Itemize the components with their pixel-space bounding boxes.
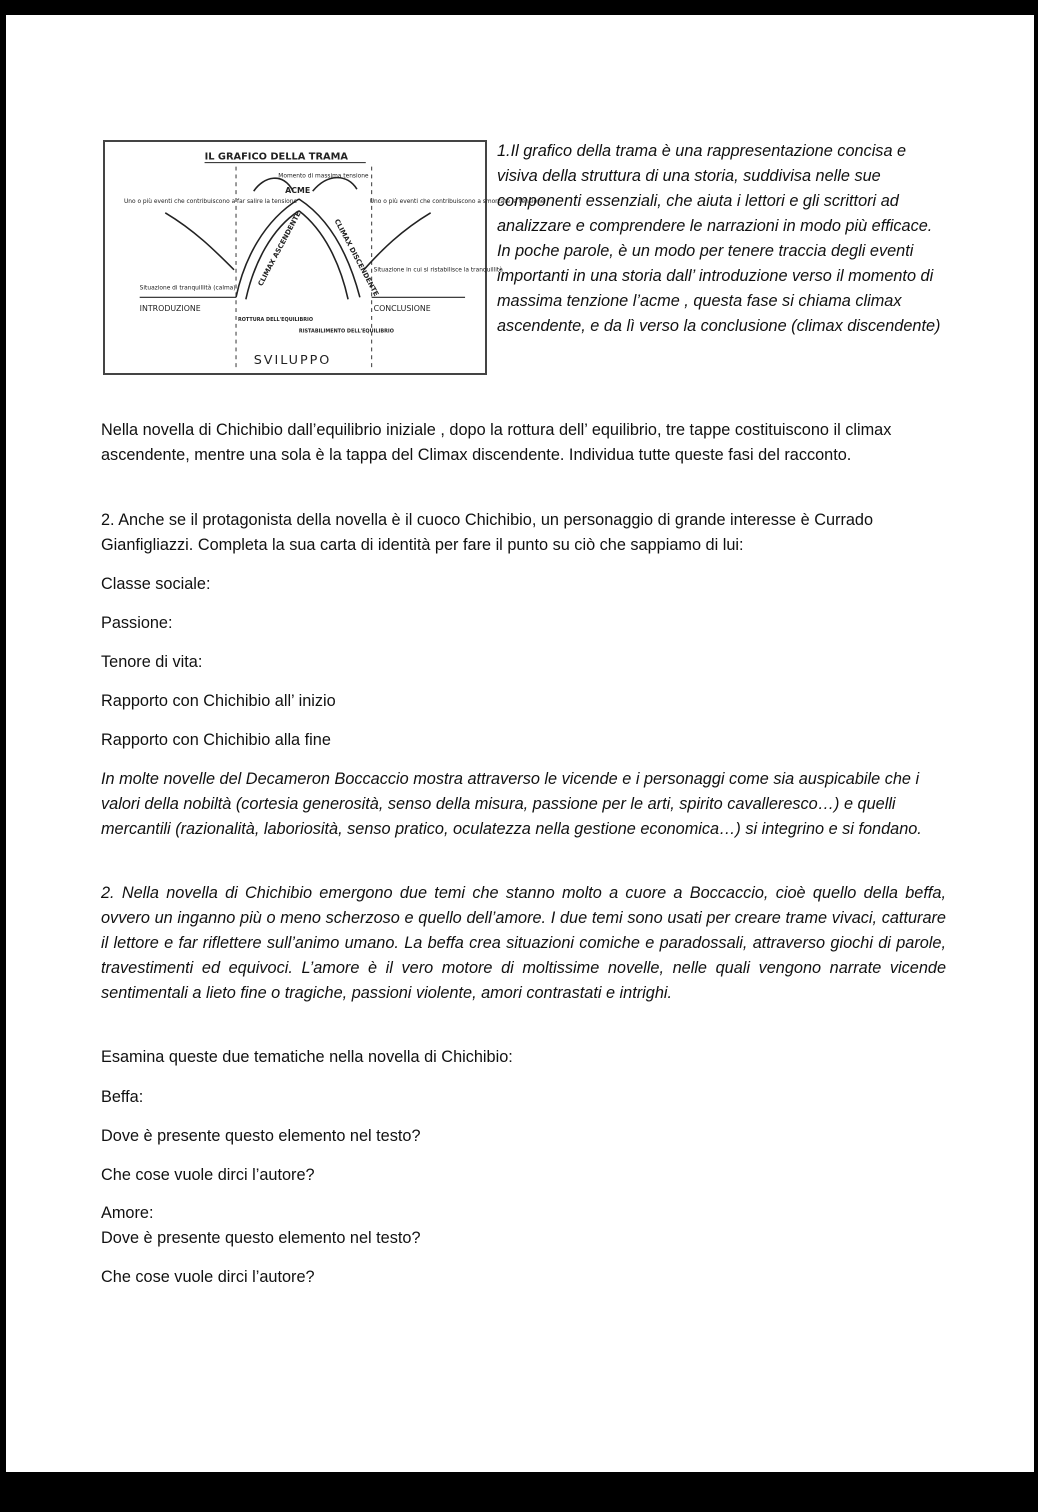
label-rottura: ROTTURA DELL'EQUILIBRIO [237, 316, 313, 323]
label-eventi-dx: Uno o più eventi che contribuiscono a smorzare la tensione [369, 198, 545, 205]
plot-graph-explanation: 1.Il grafico della trama è una rappresentazione concisa e visiva della struttura di una storia, suddivisa nelle sue componenti essenziali, che aiuta i lettori e gli scrittori ad analizzare e comprendere le narrazioni in modo più efficace. In poche parole, è un modo per tenere traccia degli eventi importanti in una storia dall’ introduzione verso il momento di massima tenzione l’acme , questa fase si chiama climax ascendente, e da lì verso la conclusione (climax discendente) [497, 142, 941, 335]
question-amore-dove: Dove è presente questo elemento nel testo? [101, 1229, 421, 1247]
paragraph-temi: 2. Nella novella di Chichibio emergono due temi che stanno molto a cuore a Boccaccio, cioè quello della beffa, ovvero un inganno più o meno scherzoso e quello dell’amore. I due temi sono usati per creare trame vivaci, catturare il lettore e far riflettere sull’animo umano. La beffa crea situazioni comiche e paradossali, attraverso giochi di parole, travestimenti ed equivoci. L’amore è il vero motore di moltissime novelle, nelle quali vengono narrate vicende sentimentali a lieto fine o tragiche, passioni violente, amori contrastati e intrighi. [101, 884, 946, 1002]
paragraph-fasi: Nella novella di Chichibio dall’equilibrio iniziale , dopo la rottura dell’ equilibrio, tre tappe costituiscono il climax ascendente, mentre una sola è la tappa del Climax discendente. Individua tutte queste fasi del racconto. [101, 421, 892, 464]
question-amore-autore: Che cose vuole dirci l’autore? [101, 1268, 315, 1286]
document-page [6, 15, 1034, 1472]
figure-title: IL GRAFICO DELLA TRAMA [204, 151, 348, 163]
field-rapporto-fine: Rapporto con Chichibio alla fine [101, 731, 331, 749]
field-classe-sociale: Classe sociale: [101, 575, 211, 593]
label-situazione-finale: Situazione in cui si ristabilisce la tranquillità [373, 267, 503, 274]
label-ristabilimento: RISTABILIMENTO DELL'EQUILIBRIO [298, 328, 394, 335]
heading-beffa: Beffa: [101, 1088, 144, 1106]
label-eventi-sx: Uno o più eventi che contribuiscono a far salire la tensione [123, 198, 298, 205]
field-rapporto-inizio: Rapporto con Chichibio all’ inizio [101, 692, 336, 710]
paragraph-currado: 2. Anche se il protagonista della novella è il cuoco Chichibio, un personaggio di grande interesse è Currado Gianfigliazzi. Completa la sua carta di identità per fare il punto su ciò che sappiamo di lui: [101, 511, 874, 554]
heading-amore: Amore: [101, 1204, 154, 1222]
field-tenore-di-vita: Tenore di vita: [101, 653, 203, 671]
label-climax-discendente: CLIMAX DISCENDENTE [332, 217, 381, 298]
field-passione: Passione: [101, 614, 173, 632]
paragraph-decameron: In molte novelle del Decameron Boccaccio mostra attraverso le vicende e i personaggi come sia auspicabile che i valori della nobiltà (cortesia generosità, senso della misura, passione per le arti, spirito cavalleresco…) e quelli mercantili (razionalità, laboriosità, senso pratico, oculatezza nella gestione economica…) si integrino e si fondano. [101, 770, 922, 838]
label-acme: ACME [285, 186, 311, 196]
label-sviluppo: SVILUPPO [253, 353, 332, 369]
label-momento: Momento di massima tensione [278, 173, 369, 180]
paragraph-esamina: Esamina queste due tematiche nella novella di Chichibio: [101, 1048, 513, 1066]
plot-graph-drawing [105, 142, 545, 373]
question-beffa-autore: Che cose vuole dirci l’autore? [101, 1166, 315, 1184]
label-climax-ascendente: CLIMAX ASCENDENTE [256, 210, 303, 288]
label-situazione-iniziale: Situazione di tranquillità (calma) [139, 285, 236, 292]
question-beffa-dove: Dove è presente questo elemento nel testo? [101, 1127, 421, 1145]
label-conclusione: CONCLUSIONE [373, 304, 431, 314]
label-introduzione: INTRODUZIONE [139, 304, 201, 314]
plot-graph-figure [103, 140, 545, 375]
